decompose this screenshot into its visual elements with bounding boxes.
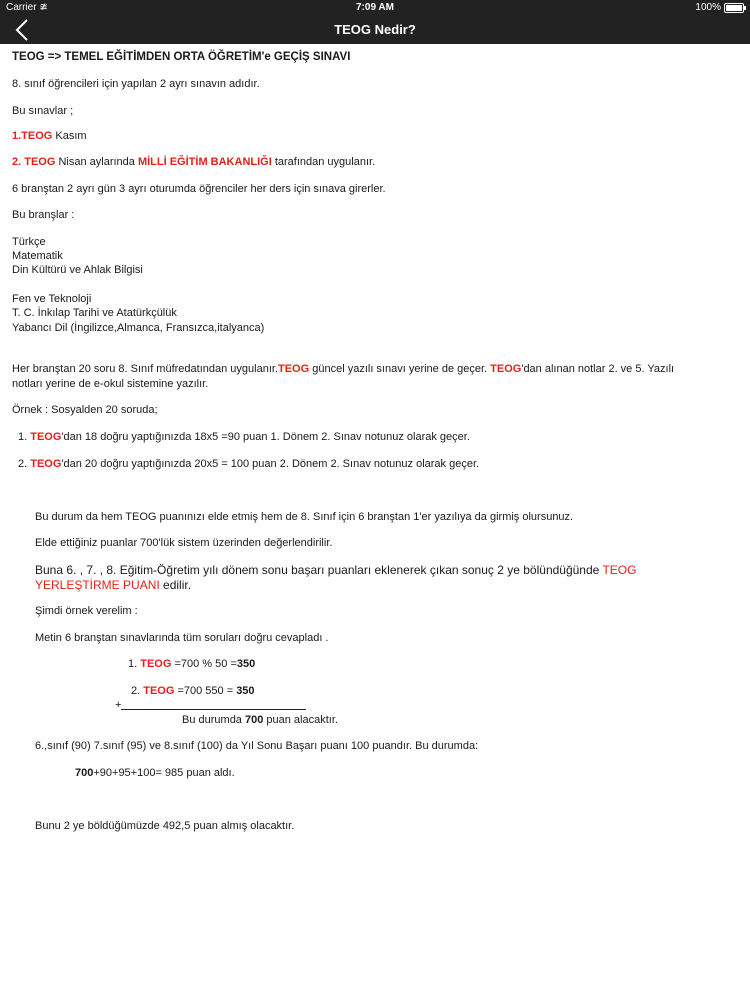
calc-line [131, 684, 255, 698]
calc-line [128, 657, 255, 671]
carrier-label: Carrier ≇ [6, 2, 48, 13]
branch-item: Türkçe [12, 236, 46, 248]
text-line: 6 branştan 2 ayrı gün 3 ayrı oturumda öğrenciler her ders için sınava girerler. [12, 183, 386, 195]
battery-icon [724, 3, 744, 13]
branch-item: T. C. İnkılap Tarihi ve Atatürkçülük [12, 307, 177, 319]
text-line: Bu branşlar : [12, 209, 75, 221]
list-item [18, 457, 479, 471]
status-bar [0, 0, 750, 16]
text-span: 700 [244, 714, 264, 726]
text-span: 'dan 18 doğru yaptığınızda 18x5 =90 puan 1. Dönem 2. Sınav notunuz olarak geçer. [61, 431, 470, 443]
text-span: Her branştan 20 soru 8. Sınıf müfredatından uygulanır. [12, 363, 278, 375]
highlight: TEOG [140, 658, 172, 670]
text-span: Bu durumda [182, 714, 245, 726]
text-line: Bunu 2 ye böldüğümüzde 492,5 puan almış olacaktır. [35, 820, 295, 832]
highlight: TEOG [278, 363, 310, 375]
highlight: TEOG [602, 563, 637, 577]
text-span: 1. [18, 431, 31, 443]
text-line [12, 129, 87, 143]
wifi-icon: ≇ [39, 2, 48, 13]
branch-item: Yabancı Dil (İngilizce,Almanca, Fransızca,italyanca) [12, 322, 265, 334]
text-span: 'dan alınan notlar 2. ve 5. Yazılı [521, 363, 675, 375]
list-item [18, 430, 470, 444]
text-span: güncel yazılı sınavı yerine de geçer. [309, 363, 491, 375]
text-line: Örnek : Sosyalden 20 soruda; [12, 404, 158, 416]
text-span: edilir. [159, 578, 192, 592]
status-time: 7:09 AM [356, 2, 394, 13]
text-span: Buna 6. , 7. , 8. Eğitim-Öğretim yılı dönem sonu başarı puanları eklenerek çıkan sonuç 2 ye bölündüğünde [35, 563, 603, 577]
text-span: 'dan 20 doğru yaptığınızda 20x5 = 100 puan 2. Dönem 2. Sınav notunuz olarak geçer. [61, 458, 480, 470]
text-span: 2. [131, 685, 144, 697]
text-span: Nisan aylarında [55, 156, 138, 168]
branch-item: Din Kültürü ve Ahlak Bilgisi [12, 264, 143, 276]
branch-item: Matematik [12, 250, 63, 262]
highlight: TEOG [143, 685, 175, 697]
text-span: =700 550 = [174, 685, 237, 697]
text-line [75, 766, 235, 780]
sum-divider [121, 709, 306, 710]
text-span: tarafından uygulanır. [271, 156, 376, 168]
text-span: =700 % 50 = [171, 658, 237, 670]
text-span: 700 [75, 767, 94, 779]
text-line: Metin 6 branştan sınavlarında tüm soruları doğru cevapladı . [35, 632, 329, 644]
text-line [35, 578, 191, 592]
highlight: TEOG [30, 431, 62, 443]
text-span: +90+95+100= 985 puan aldı. [93, 767, 235, 779]
navigation-bar [0, 16, 750, 44]
page-title: TEOG Nedir? [334, 22, 416, 37]
branch-item: Fen ve Teknoloji [12, 293, 92, 305]
calc-result [182, 713, 338, 727]
text-line: Bu sınavlar ; [12, 105, 74, 117]
highlight: MİLLİ EĞİTİM BAKANLIĞI [137, 156, 272, 168]
text-line: 8. sınıf öğrencileri için yapılan 2 ayrı sınavın adıdır. [12, 78, 260, 90]
battery-status: 100% [695, 2, 744, 13]
text-line: 6.,sınıf (90) 7.sınıf (95) ve 8.sınıf (100) da Yıl Sonu Başarı puanı 100 puandır. Bu durumda: [35, 740, 479, 752]
text-span: 350 [236, 685, 255, 697]
text-line [35, 563, 636, 577]
text-line: Bu durum da hem TEOG puanınızı elde etmiş hem de 8. Sınıf için 6 branştan 1'er yazılıya da girmiş olursunuz. [35, 511, 574, 523]
text-line: Elde ettiğiniz puanlar 700'lük sistem üzerinden değerlendirilir. [35, 537, 333, 549]
highlight: 1.TEOG [12, 130, 53, 142]
article-heading: TEOG => TEMEL EĞİTİMDEN ORTA ÖĞRETİM'e GEÇİŞ SINAVI [12, 51, 351, 63]
highlight: 2. TEOG [12, 156, 56, 168]
text-span: puan alacaktır. [263, 714, 338, 726]
text-line: Şimdi örnek verelim : [35, 605, 138, 617]
plus-sign: + [115, 699, 122, 711]
text-line: notları yerine de e-okul sistemine yazılır. [12, 378, 209, 390]
text-line [12, 362, 674, 376]
text-span: 1. [128, 658, 141, 670]
text-line [12, 155, 375, 169]
highlight: TEOG [490, 363, 522, 375]
text-span: 2. [18, 458, 31, 470]
text-span: Kasım [52, 130, 87, 142]
text-span: 350 [236, 658, 256, 670]
highlight: TEOG [30, 458, 62, 470]
highlight: YERLEŞTİRME PUANI [35, 578, 160, 592]
